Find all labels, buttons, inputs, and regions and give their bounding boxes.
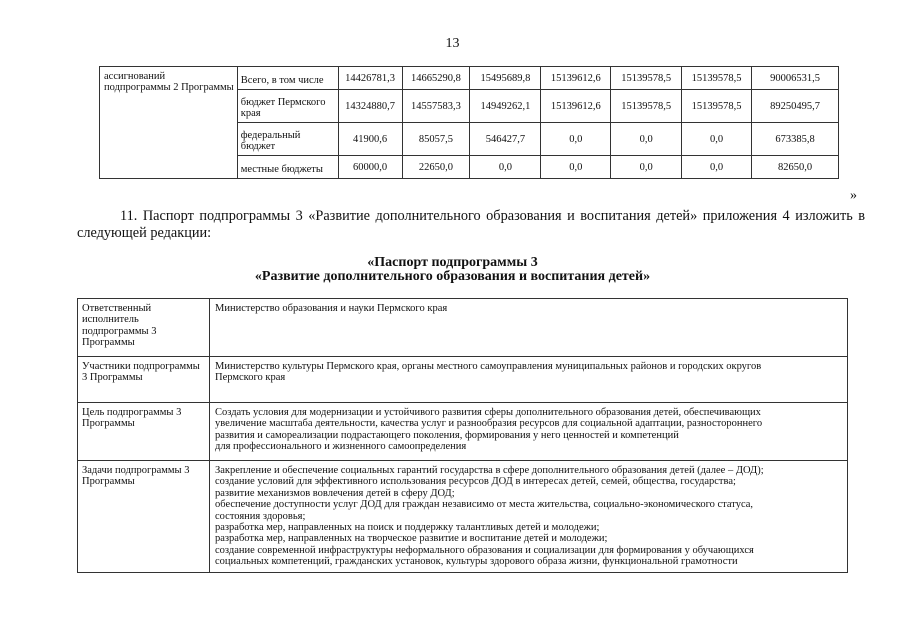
passport-row-body: [210, 299, 848, 357]
funding-value: 0,0: [611, 156, 682, 179]
funding-value: 89250495,7: [752, 90, 839, 123]
funding-value: 14557583,3: [402, 90, 470, 123]
passport-row-body: [210, 461, 848, 573]
passport-table: [77, 298, 848, 573]
passport-line: состояния здоровья;: [215, 510, 306, 522]
funding-value: 0,0: [541, 123, 611, 156]
funding-value: 0,0: [470, 156, 541, 179]
passport-line: создание условий для эффективного использования ресурсов ДОД в интересах детей, семей, общества, государства;: [215, 476, 736, 488]
funding-value: 22650,0: [402, 156, 470, 179]
funding-value: 0,0: [611, 123, 682, 156]
passport-title: [0, 256, 905, 284]
funding-value: 15139612,6: [541, 90, 611, 123]
funding-source: федеральный бюджет: [237, 123, 338, 156]
passport-line: социальных компетенций, гражданских установок, культуры здорового образа жизни, функциональной грамотности: [215, 556, 738, 568]
passport-row-head: Ответственный исполнитель подпрограммы 3 Программы: [78, 299, 210, 357]
funding-value: 60000,0: [338, 156, 402, 179]
funding-value: 673385,8: [752, 123, 839, 156]
amendment-paragraph: 11. Паспорт подпрограммы 3 «Развитие дополнительного образования и воспитания детей» приложения 4 изложить в следующей редакции:: [77, 208, 865, 241]
funding-value: 0,0: [682, 156, 752, 179]
funding-value: 14324880,7: [338, 90, 402, 123]
funding-value: 15139578,5: [682, 90, 752, 123]
funding-table: [99, 66, 839, 179]
passport-line: разработка мер, направленных на поиск и поддержку талантливых детей и молодежи;: [215, 522, 600, 534]
funding-value: 90006531,5: [752, 67, 839, 90]
passport-line: Министерство культуры Пермского края, органы местного самоуправления муниципальных районов и городских округов: [215, 361, 762, 372]
passport-row-head: Участники подпрограммы 3 Программы: [78, 357, 210, 403]
funding-source: бюджет Пермского края: [237, 90, 338, 123]
passport-line: Пермского края: [215, 372, 286, 384]
passport-row-head: Задачи подпрограммы 3 Программы: [78, 461, 210, 573]
passport-line: Министерство образования и науки Пермского края: [215, 303, 448, 314]
passport-title-line: «Паспорт подпрограммы 3: [367, 255, 538, 270]
funding-value: 15139578,5: [611, 67, 682, 90]
funding-value: 14949262,1: [470, 90, 541, 123]
passport-line: разработка мер, направленных на творческое развитие и воспитание детей и молодежи;: [215, 533, 608, 545]
passport-line: для профессионального и жизненного самоопределения: [215, 441, 467, 453]
funding-value: 0,0: [541, 156, 611, 179]
funding-value: 14665290,8: [402, 67, 470, 90]
funding-label: ассигнований подпрограммы 2 Программы: [100, 67, 238, 179]
passport-line: развития и самореализации подрастающего поколения, формирования у него ценностей и компетенций: [215, 429, 679, 441]
funding-value: 0,0: [682, 123, 752, 156]
funding-value: 15139578,5: [611, 90, 682, 123]
funding-value: 15495689,8: [470, 67, 541, 90]
passport-line: увеличение масштаба деятельности, качества услуг и разнообразия ресурсов для социальной адаптации, разностороннего: [215, 418, 763, 430]
passport-line: обеспечение доступности услуг ДОД для граждан независимо от места жительства, социально-экономического статуса,: [215, 499, 754, 511]
passport-title-line: «Развитие дополнительного образования и воспитания детей»: [254, 269, 651, 284]
funding-value: 41900,6: [338, 123, 402, 156]
funding-value: 85057,5: [402, 123, 470, 156]
passport-line: Закрепление и обеспечение социальных гарантий государства в сфере дополнительного образования детей (далее – ДОД);: [215, 465, 764, 476]
funding-value: 15139612,6: [541, 67, 611, 90]
passport-line: создание современной инфраструктуры неформального образования и социализации для формирования у обучающихся: [215, 544, 754, 556]
passport-line: Создать условия для модернизации и устойчивого развития сферы дополнительного образования детей, обеспечивающих: [215, 407, 761, 418]
funding-value: 546427,7: [470, 123, 541, 156]
funding-value: 14426781,3: [338, 67, 402, 90]
passport-line: развитие механизмов вовлечения детей в сферу ДОД;: [215, 487, 455, 499]
page-number: 13: [445, 36, 460, 51]
passport-row-body: [210, 357, 848, 403]
funding-source: Всего, в том числе: [237, 67, 338, 90]
funding-source: местные бюджеты: [237, 156, 338, 179]
closing-quote: »: [850, 188, 857, 203]
passport-row-body: [210, 403, 848, 461]
funding-value: 15139578,5: [682, 67, 752, 90]
passport-row-head: Цель подпрограммы 3 Программы: [78, 403, 210, 461]
funding-value: 82650,0: [752, 156, 839, 179]
